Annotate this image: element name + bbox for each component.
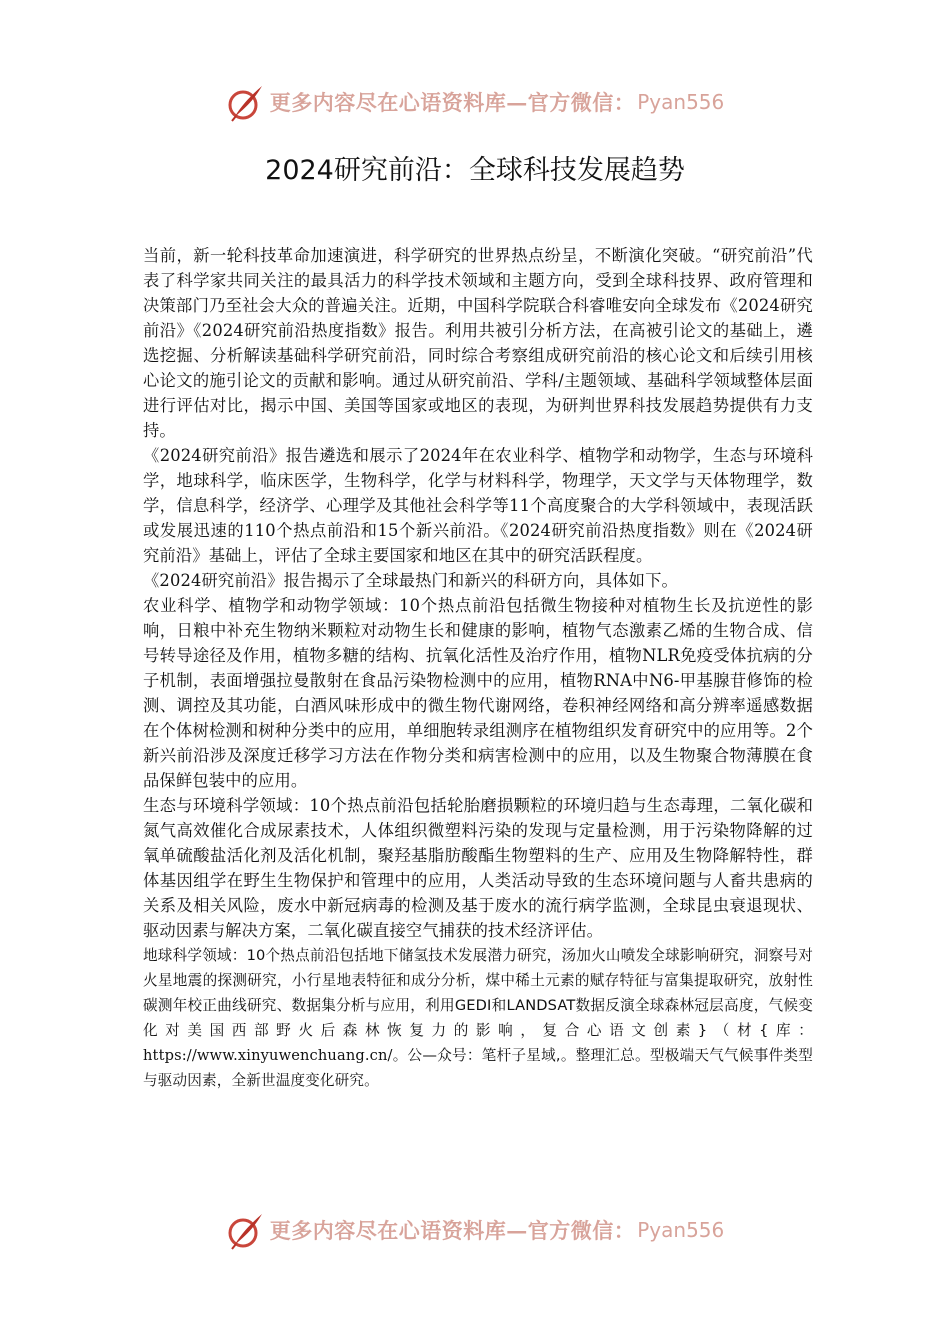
article-body [143, 243, 813, 1093]
earth-science-text: 地球科学领域：10个热点前沿包括地下储氢技术发展潜力研究，汤加火山喷发全球影响研究，洞察号对火星地震的探测研究，小行星地表特征和成分分析，煤中稀土元素的赋存特征与富集提取研究，放射性碳测年校正曲线研究、数据集分析与应用，利用GEDI和LANDSAT数据反演全球森林冠层高度，气候变化对美国西部野火后森林恢复力的影响，复合心语文创素}（材{库： [143, 947, 813, 1039]
paragraph-report-overview: 《2024研究前沿》报告遴选和展示了2024年在农业科学、植物学和动物学，生态与环境科学，地球科学，临床医学，生物科学，化学与材料科学，物理学，天文学与天体物理学，数学，信息科学，经济学、心理学及其他社会科学等11个高度聚合的大学科领域中，表现活跃或发展迅速的110个热点前沿和15个新兴前沿。《2024研究前沿热度指数》则在《2024研究前沿》基础上，评估了全球主要国家和地区在其中的研究活跃程度。 [143, 446, 813, 565]
banner-text: 更多内容尽在心语资料库—官方微信： [269, 1218, 636, 1243]
paragraph-agriculture: 农业科学、植物学和动物学领域：10个热点前沿包括微生物接种对植物生长及抗逆性的影响，日粮中补充生物纳米颗粒对动物生长和健康的影响，植物气态激素乙烯的生物合成、信号转导途径及作用，植物多糖的结构、抗氧化活性及治疗作用，植物NLR免疫受体抗病的分子机制，表面增强拉曼散射在食品污染物检测中的应用，植物RNA中N6-甲基腺苷修饰的检测、调控及其功能，白酒风味形成中的微生物代谢网络，卷积神经网络和高分辨率遥感数据在个体树检测和树种分类中的应用，单细胞转录组测序在植物组织发育研究中的应用等。2个新兴前沿涉及深度迁移学习方法在作物分类和病害检测中的应用，以及生物聚合物薄膜在食品保鲜包装中的应用。 [143, 596, 813, 790]
paragraph-earth-science [143, 943, 813, 1093]
wechat-id: Pyan556 [637, 1218, 725, 1242]
source-url[interactable]: https://www.xinyuwenchuang.cn/ [143, 1047, 393, 1064]
banner-text: 更多内容尽在心语资料库—官方微信： [269, 90, 636, 115]
footer-banner [0, 1208, 950, 1252]
paragraph-ecology: 生态与环境科学领域：10个热点前沿包括轮胎磨损颗粒的环境归趋与生态毒理，二氧化碳和氮气高效催化合成尿素技术，人体组织微塑料污染的发现与定量检测，用于污染物降解的过氧单硫酸盐活化剂及活化机制，聚羟基脂肪酸酯生物塑料的生产、应用及生物降解特性，群体基因组学在野生生物保护和管理中的应用，人类活动导致的生态环境问题与人畜共患病的关系及相关风险，废水中新冠病毒的检测及基于废水的流行病学监测，全球昆虫衰退现状、驱动因素与解决方案，二氧化碳直接空气捕获的技术经济评估。 [143, 796, 813, 940]
paragraph-intro: 当前，新一轮科技革命加速演进，科学研究的世界热点纷呈，不断演化突破。“研究前沿”代表了科学家共同关注的最具活力的科学技术领域和主题方向，受到全球科技界、政府管理和决策部门乃至社会大众的普遍关注。近期，中国科学院联合科睿唯安向全球发布《2024研究前沿》《2024研究前沿热度指数》报告。利用共被引分析方法，在高被引论文的基础上，遴选挖掘、分析解读基础科学研究前沿，同时综合考察组成研究前沿的核心论文和后续引用核心论文的施引论文的贡献和影响。通过从研究前沿、学科/主题领域、基础科学领域整体层面进行评估对比，揭示中国、美国等国家或地区的表现，为研判世界科技发展趋势提供有力支持。 [143, 246, 813, 440]
wechat-id: Pyan556 [637, 90, 725, 114]
quill-pen-logo-icon [226, 82, 266, 122]
quill-pen-logo-icon [226, 1210, 266, 1250]
header-banner [0, 80, 950, 124]
paragraph-summary: 《2024研究前沿》报告揭示了全球最热门和新兴的科研方向，具体如下。 [143, 571, 678, 590]
earth-science-tail: 。公—众号：笔杆子星域,。整理汇总。型极端天气气候事件类型与驱动因素，全新世温度变化研究。 [143, 1047, 813, 1089]
page-title: 2024研究前沿：全球科技发展趋势 [265, 155, 685, 186]
